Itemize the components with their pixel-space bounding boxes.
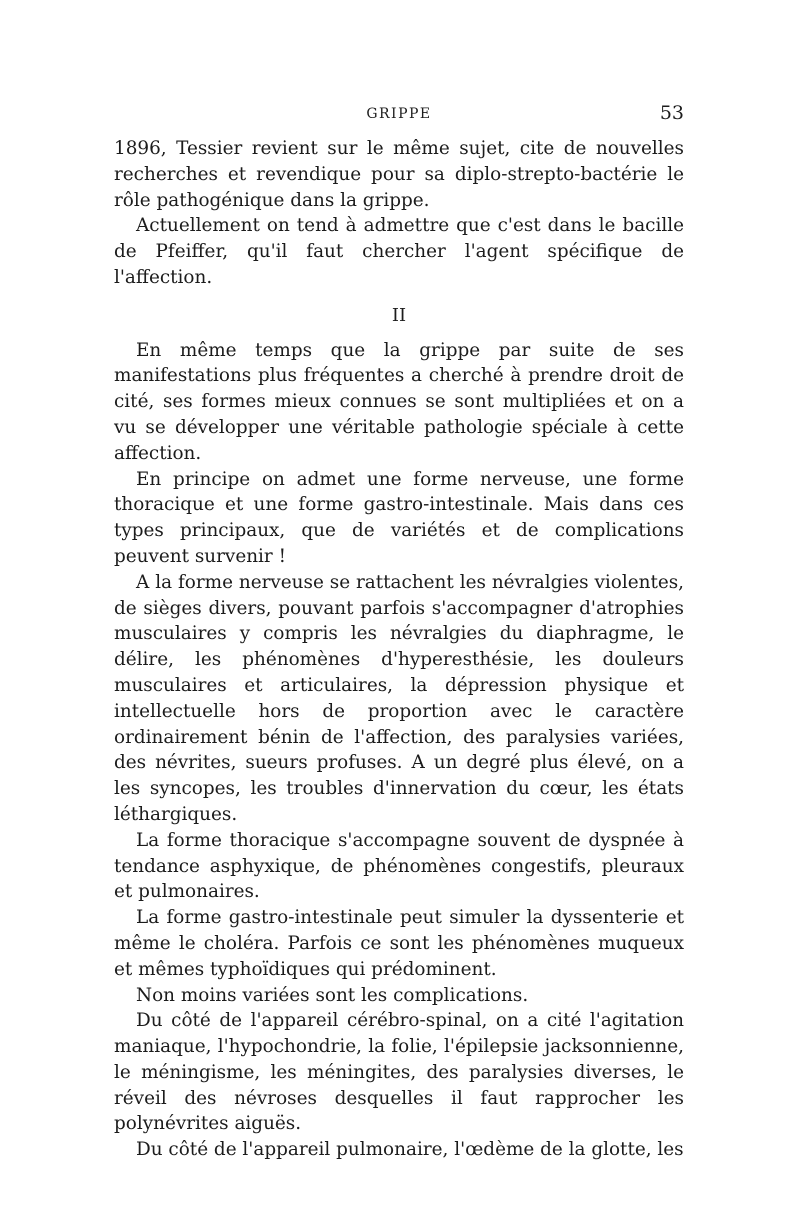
page-header <box>114 102 684 126</box>
paragraph: La forme gastro-intestinale peut simuler la dyssenterie et même le choléra. Parfois ce sont les phénomènes muqueux et mêmes typhoïdiques qui prédominent. <box>114 907 684 980</box>
paragraph: La forme thoracique s'accompagne souvent de dyspnée à tendance asphyxique, de phénomènes congestifs, pleuraux et pulmonaires. <box>114 829 684 903</box>
page-number: 53 <box>659 102 684 124</box>
page-body <box>114 136 684 1163</box>
paragraph: Actuellement on tend à admettre que c'est dans le bacille de Pfeiffer, qu'il faut chercher l'agent spécifique de l'affection. <box>114 215 684 288</box>
paragraph: En principe on admet une forme nerveuse, une forme thoracique et une forme gastro-intestinale. Mais dans ces types principaux, que de variétés et de complications peuvent survenir ! <box>114 468 684 567</box>
section-heading: II <box>391 304 407 326</box>
running-title: GRIPPE <box>366 106 432 122</box>
paragraph: Non moins variées sont les complications. <box>136 984 529 1006</box>
paragraph: En même temps que la grippe par suite de ses manifestations plus fréquentes a cherché à prendre droit de cité, ses formes mieux connues se sont multipliées et on a vu se développer une véritable pathologie spéciale à cette affection. <box>114 339 684 464</box>
paragraph: A la forme nerveuse se rattachent les névralgies violentes, de sièges divers, pouvant parfois s'accompagner d'atrophies musculaires y compris les névralgies du diaphragme, le délire, les phénomènes d'hyperesthésie, les douleurs musculaires et articulaires, la dépression physique et intellectuelle hors de proportion avec le caractère ordinairement bénin de l'affection, des paralysies variées, des névrites, sueurs profuses. A un degré plus élevé, on a les syncopes, les troubles d'innervation du cœur, les états léthargiques. <box>114 571 684 825</box>
paragraph: Du côté de l'appareil cérébro-spinal, on a cité l'agitation maniaque, l'hypochondrie, la folie, l'épilepsie jacksonnienne, le méningisme, les méningites, des paralysies diverses, le réveil des névroses desquelles il faut rapprocher les polynévrites aiguës. <box>114 1010 684 1135</box>
paragraph: 1896, Tessier revient sur le même sujet, cite de nouvelles recherches et revendique pour sa diplo-strepto-bactérie le rôle pathogénique dans la grippe. <box>114 138 684 211</box>
paragraph: Du côté de l'appareil pulmonaire, l'œdème de la glotte, les <box>136 1139 684 1161</box>
